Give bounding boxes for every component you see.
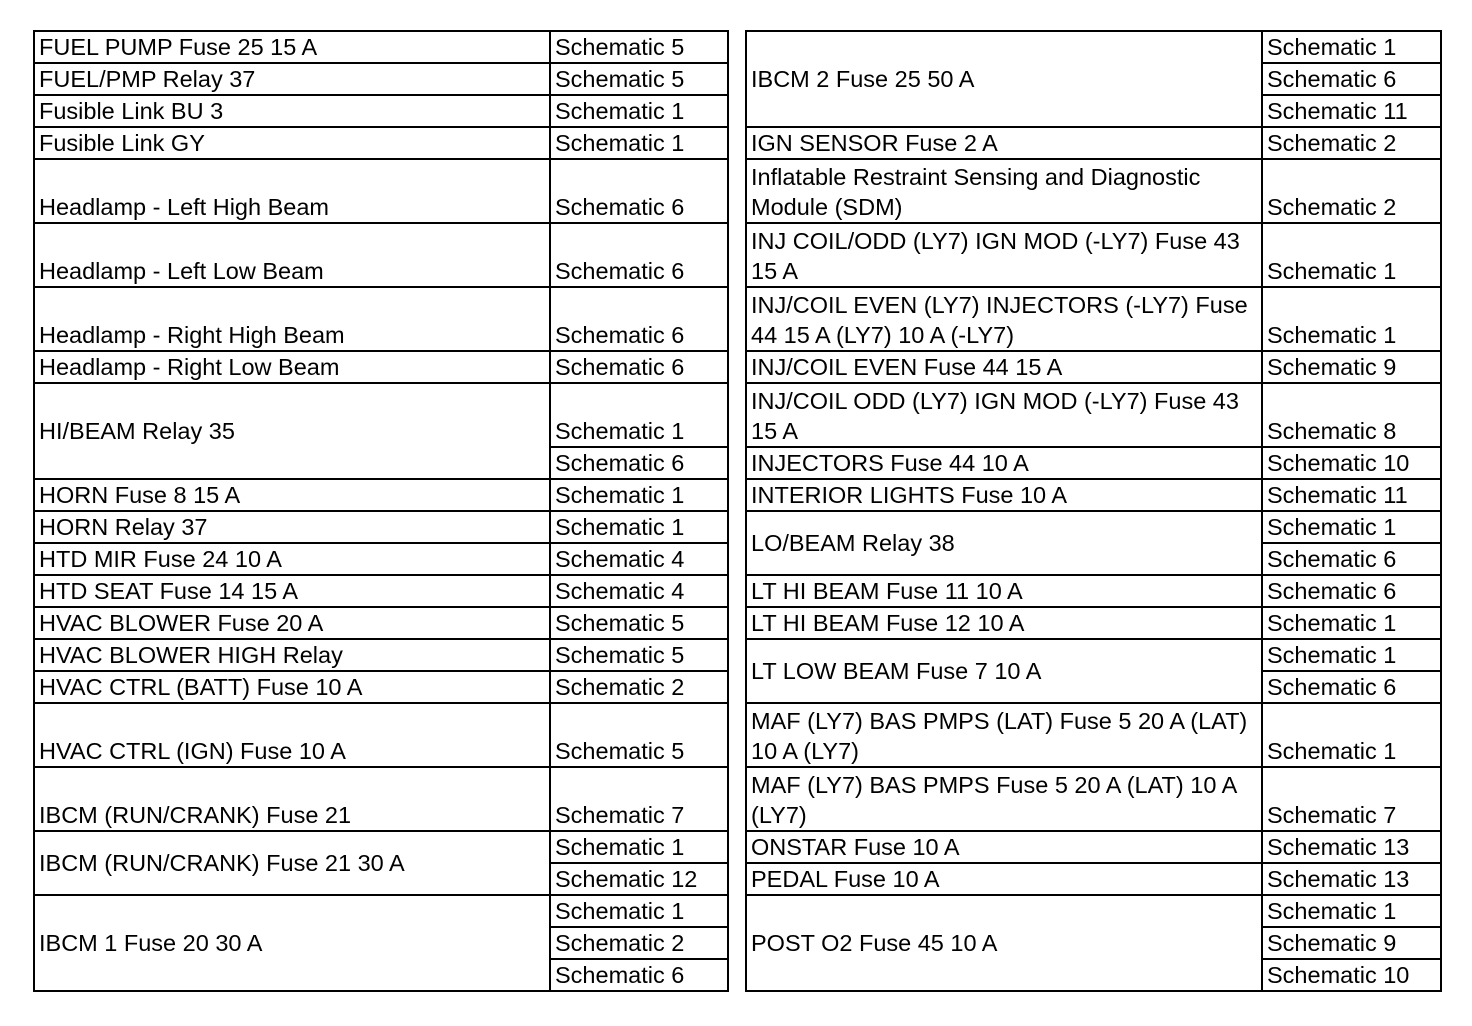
- table-row: [746, 767, 1441, 831]
- schematic-ref-cell: Schematic 5: [550, 63, 728, 95]
- schematic-ref-cell: Schematic 1: [1262, 511, 1441, 543]
- schematic-ref-cell: Schematic 1: [550, 127, 728, 159]
- schematic-ref-cell: Schematic 6: [1262, 543, 1441, 575]
- component-name-cell: HTD MIR Fuse 24 10 A: [34, 543, 550, 575]
- schematic-ref-cell: Schematic 6: [550, 351, 728, 383]
- component-name-cell: LO/BEAM Relay 38: [746, 511, 1262, 575]
- schematic-ref-cell: Schematic 6: [550, 959, 728, 991]
- schematic-ref-cell: Schematic 1: [550, 479, 728, 511]
- component-name-cell: HVAC BLOWER HIGH Relay: [34, 639, 550, 671]
- component-name-cell: Headlamp - Right High Beam: [34, 287, 550, 351]
- schematic-ref-cell: Schematic 1: [550, 511, 728, 543]
- component-name-cell: IGN SENSOR Fuse 2 A: [746, 127, 1262, 159]
- schematic-ref-cell: Schematic 6: [550, 447, 728, 479]
- schematic-ref-cell: Schematic 6: [550, 223, 728, 287]
- component-name-cell: IBCM 1 Fuse 20 30 A: [34, 895, 550, 991]
- schematic-ref-cell: Schematic 9: [1262, 351, 1441, 383]
- right-index-body: [746, 31, 1441, 991]
- table-row: [34, 31, 728, 63]
- schematic-ref-cell: Schematic 1: [1262, 639, 1441, 671]
- table-row: [34, 767, 728, 831]
- schematic-ref-cell: Schematic 1: [550, 95, 728, 127]
- table-row: [746, 607, 1441, 639]
- table-row: [34, 223, 728, 287]
- component-name-cell: INJ/COIL EVEN (LY7) INJECTORS (-LY7) Fuse 44 15 A (LY7) 10 A (-LY7): [746, 287, 1262, 351]
- component-name-cell: INJECTORS Fuse 44 10 A: [746, 447, 1262, 479]
- component-name-cell: FUEL PUMP Fuse 25 15 A: [34, 31, 550, 63]
- schematic-ref-cell: Schematic 2: [550, 671, 728, 703]
- schematic-ref-cell: Schematic 2: [1262, 127, 1441, 159]
- schematic-ref-cell: Schematic 1: [550, 383, 728, 447]
- component-name-cell: HI/BEAM Relay 35: [34, 383, 550, 479]
- component-name-cell: Fusible Link BU 3: [34, 95, 550, 127]
- table-row: [34, 511, 728, 543]
- schematic-ref-cell: Schematic 1: [1262, 223, 1441, 287]
- component-name-cell: INJ COIL/ODD (LY7) IGN MOD (-LY7) Fuse 43 15 A: [746, 223, 1262, 287]
- component-name-cell: INJ/COIL EVEN Fuse 44 15 A: [746, 351, 1262, 383]
- component-name-cell: LT LOW BEAM Fuse 7 10 A: [746, 639, 1262, 703]
- table-row: [34, 127, 728, 159]
- component-name-cell: MAF (LY7) BAS PMPS (LAT) Fuse 5 20 A (LAT) 10 A (LY7): [746, 703, 1262, 767]
- schematic-ref-cell: Schematic 6: [1262, 63, 1441, 95]
- schematic-ref-cell: Schematic 11: [1262, 479, 1441, 511]
- table-row: [34, 383, 728, 447]
- component-name-cell: HORN Fuse 8 15 A: [34, 479, 550, 511]
- table-row: [34, 671, 728, 703]
- schematic-ref-cell: Schematic 6: [1262, 671, 1441, 703]
- table-row: [746, 831, 1441, 863]
- component-name-cell: Fusible Link GY: [34, 127, 550, 159]
- component-name-cell: INJ/COIL ODD (LY7) IGN MOD (-LY7) Fuse 43 15 A: [746, 383, 1262, 447]
- schematic-ref-cell: Schematic 7: [550, 767, 728, 831]
- table-row: [746, 863, 1441, 895]
- schematic-ref-cell: Schematic 6: [1262, 575, 1441, 607]
- component-name-cell: Headlamp - Right Low Beam: [34, 351, 550, 383]
- schematic-ref-cell: Schematic 13: [1262, 831, 1441, 863]
- component-name-cell: FUEL/PMP Relay 37: [34, 63, 550, 95]
- schematic-ref-cell: Schematic 1: [1262, 287, 1441, 351]
- schematic-ref-cell: Schematic 4: [550, 575, 728, 607]
- table-row: [746, 511, 1441, 543]
- table-row: [746, 127, 1441, 159]
- table-row: [34, 287, 728, 351]
- table-row: [746, 351, 1441, 383]
- table-row: [746, 895, 1441, 927]
- table-row: [34, 351, 728, 383]
- component-name-cell: LT HI BEAM Fuse 11 10 A: [746, 575, 1262, 607]
- table-row: [746, 479, 1441, 511]
- right-index-table: [745, 30, 1442, 992]
- schematic-ref-cell: Schematic 6: [550, 159, 728, 223]
- schematic-ref-cell: Schematic 2: [1262, 159, 1441, 223]
- left-index-body: [34, 31, 728, 991]
- schematic-ref-cell: Schematic 4: [550, 543, 728, 575]
- schematic-ref-cell: Schematic 12: [550, 863, 728, 895]
- component-name-cell: IBCM (RUN/CRANK) Fuse 21: [34, 767, 550, 831]
- component-name-cell: HORN Relay 37: [34, 511, 550, 543]
- schematic-ref-cell: Schematic 6: [550, 287, 728, 351]
- table-row: [34, 607, 728, 639]
- table-row: [34, 479, 728, 511]
- table-row: [34, 95, 728, 127]
- schematic-ref-cell: Schematic 1: [1262, 607, 1441, 639]
- component-name-cell: Headlamp - Left High Beam: [34, 159, 550, 223]
- schematic-ref-cell: Schematic 1: [1262, 31, 1441, 63]
- schematic-ref-cell: Schematic 8: [1262, 383, 1441, 447]
- schematic-ref-cell: Schematic 9: [1262, 927, 1441, 959]
- schematic-ref-cell: Schematic 5: [550, 31, 728, 63]
- component-name-cell: PEDAL Fuse 10 A: [746, 863, 1262, 895]
- component-name-cell: Inflatable Restraint Sensing and Diagnostic Module (SDM): [746, 159, 1262, 223]
- table-row: [746, 639, 1441, 671]
- schematic-ref-cell: Schematic 11: [1262, 95, 1441, 127]
- component-name-cell: LT HI BEAM Fuse 12 10 A: [746, 607, 1262, 639]
- table-row: [34, 63, 728, 95]
- table-row: [746, 159, 1441, 223]
- component-name-cell: HVAC CTRL (IGN) Fuse 10 A: [34, 703, 550, 767]
- component-name-cell: IBCM 2 Fuse 25 50 A: [746, 31, 1262, 127]
- component-name-cell: ONSTAR Fuse 10 A: [746, 831, 1262, 863]
- schematic-ref-cell: Schematic 2: [550, 927, 728, 959]
- table-row: [746, 575, 1441, 607]
- schematic-ref-cell: Schematic 5: [550, 607, 728, 639]
- table-row: [34, 895, 728, 927]
- table-row: [746, 287, 1441, 351]
- schematic-ref-cell: Schematic 7: [1262, 767, 1441, 831]
- component-name-cell: POST O2 Fuse 45 10 A: [746, 895, 1262, 991]
- table-row: [34, 639, 728, 671]
- table-row: [746, 31, 1441, 63]
- component-name-cell: INTERIOR LIGHTS Fuse 10 A: [746, 479, 1262, 511]
- schematic-ref-cell: Schematic 10: [1262, 447, 1441, 479]
- schematic-ref-cell: Schematic 5: [550, 639, 728, 671]
- component-name-cell: MAF (LY7) BAS PMPS Fuse 5 20 A (LAT) 10 A (LY7): [746, 767, 1262, 831]
- schematic-ref-cell: Schematic 1: [1262, 895, 1441, 927]
- schematic-ref-cell: Schematic 1: [1262, 703, 1441, 767]
- table-row: [746, 383, 1441, 447]
- table-row: [34, 575, 728, 607]
- component-name-cell: Headlamp - Left Low Beam: [34, 223, 550, 287]
- table-row: [34, 159, 728, 223]
- schematic-ref-cell: Schematic 1: [550, 895, 728, 927]
- schematic-ref-cell: Schematic 1: [550, 831, 728, 863]
- table-row: [34, 543, 728, 575]
- table-row: [746, 447, 1441, 479]
- table-row: [34, 703, 728, 767]
- component-name-cell: HTD SEAT Fuse 14 15 A: [34, 575, 550, 607]
- table-row: [34, 831, 728, 863]
- schematic-ref-cell: Schematic 10: [1262, 959, 1441, 991]
- left-index-table: [33, 30, 729, 992]
- table-row: [746, 223, 1441, 287]
- schematic-ref-cell: Schematic 5: [550, 703, 728, 767]
- schematic-ref-cell: Schematic 13: [1262, 863, 1441, 895]
- component-name-cell: HVAC CTRL (BATT) Fuse 10 A: [34, 671, 550, 703]
- component-name-cell: IBCM (RUN/CRANK) Fuse 21 30 A: [34, 831, 550, 895]
- component-name-cell: HVAC BLOWER Fuse 20 A: [34, 607, 550, 639]
- table-row: [746, 703, 1441, 767]
